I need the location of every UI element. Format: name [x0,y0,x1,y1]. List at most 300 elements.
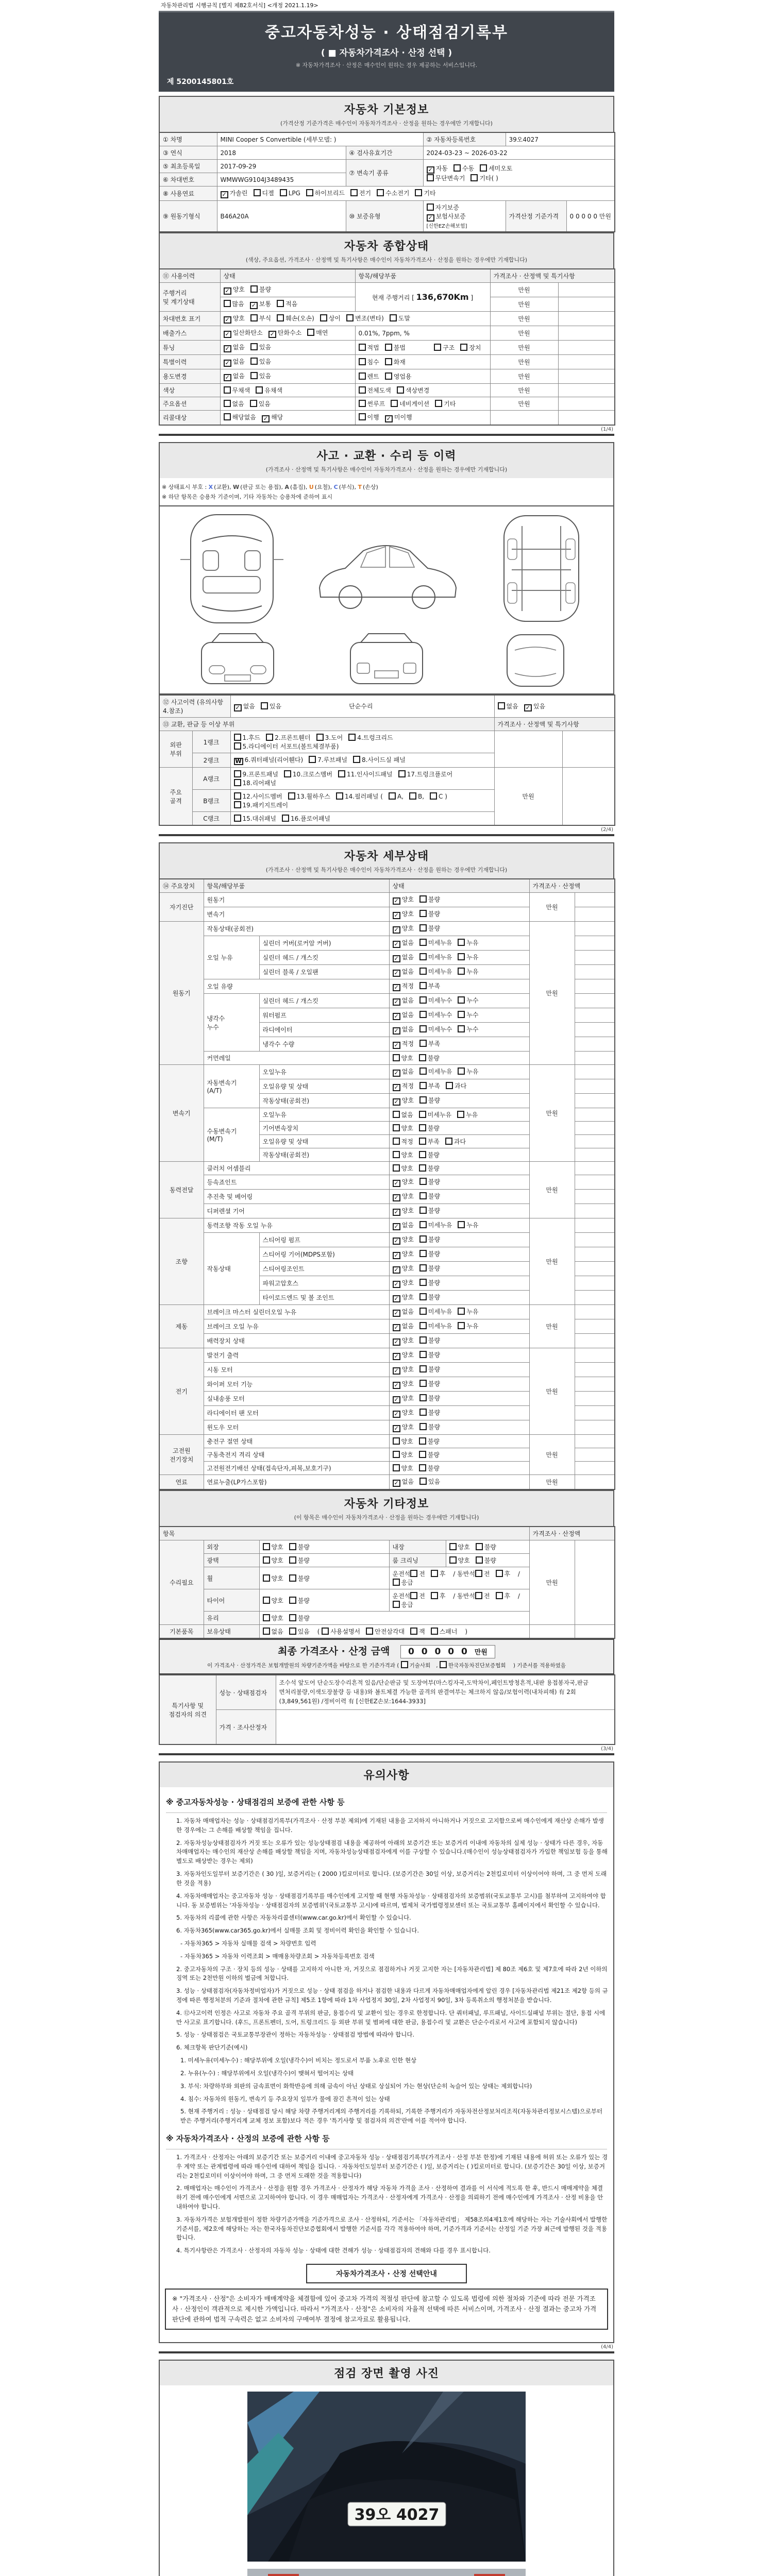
first-registration: 2017-09-29 [217,160,346,173]
checkbox-누수[interactable]: 누수 [458,996,478,1005]
checkbox-무채색[interactable]: 무채색 [224,386,250,395]
caution-section-title [159,1761,614,1787]
accident-legend [159,478,614,506]
accident-subtitle: (가격조사 · 산정액 및 특기사항은 매수인이 자동차가격조사 · 산정을 원하는 경우에만 기재합니다) [265,466,508,473]
registration-number: 39오4027 [506,132,615,146]
checkbox-있음[interactable]: ✓ 있음 [524,702,545,711]
checkbox-누유[interactable]: 누유 [458,1307,478,1316]
checkbox-미세누유[interactable]: 미세누유 [419,1321,452,1330]
checkbox-양호[interactable]: ✓ 양호 [393,1336,414,1346]
detail-row: 자기진단 원동기 ✓ 양호 불량 만원 [159,893,615,907]
checkbox-없음[interactable]: ✓ 없음 [393,967,414,977]
checkbox-양호[interactable]: ✓ 양호 [393,1350,414,1360]
detail-row: 변속기 자동변속기 (A/T) 오일누유 ✓ 없음 미세누유 누유 만원 [159,1065,615,1079]
checkbox-부족[interactable]: 부족 [419,981,440,990]
checkbox-전기[interactable]: 전기 [350,189,371,197]
checkbox-불량[interactable]: 불량 [476,1543,496,1551]
detail-row: 오일유량 및 상태 ✓ 적정 부족 과다 [159,1079,615,1094]
checkbox-누수[interactable]: 누수 [458,1010,478,1019]
checkbox-없음[interactable]: ✓ 없음 [224,343,245,352]
checkbox-색상변경[interactable]: 색상변경 [397,386,429,395]
checkbox-5.라디에이터 서포트(볼트체결부품)[interactable]: 5.라디에이터 서포트(볼트체결부품) [234,742,339,751]
engine-code: B46A20A [217,201,346,232]
checkbox-불량[interactable]: 불량 [419,1249,440,1258]
checkbox-불량[interactable]: 불량 [419,1096,440,1105]
checkbox-양호[interactable]: 양호 [393,1054,413,1062]
checkbox-응급[interactable]: 응급 [393,1600,413,1609]
checkbox-전[interactable]: 전 [475,1569,490,1578]
checkbox-양호[interactable]: ✓ 양호 [224,314,245,324]
checkbox-적정[interactable]: ✓ 적정 [393,981,414,991]
checkbox-미세누유[interactable]: 미세누유 [419,1067,452,1076]
checkbox-네비게이션[interactable]: 네비게이션 [391,399,429,408]
checkbox-양호[interactable]: ✓ 양호 [393,1206,414,1216]
inspection-photos [159,2385,614,2576]
model-year: 2018 [217,146,346,160]
detail-row: 기어변속장치 양호 불량 [159,1122,615,1135]
checkbox-16.플로어패널[interactable]: 16.플로어패널 [282,814,330,823]
checkbox-구조[interactable]: 구조 [434,343,455,352]
checkbox-불량[interactable]: 불량 [289,1614,310,1622]
detail-row: 냉각수 수량 ✓ 적정 부족 [159,1037,615,1052]
checkbox-15.대쉬패널[interactable]: 15.대쉬패널 [234,814,276,823]
checkbox-가솔린[interactable]: ✓ 가솔린 [221,189,248,198]
checkbox-세미오토[interactable]: 세미오토 [480,164,512,173]
checkbox-C )[interactable]: C ) [430,792,447,800]
checkbox-적정[interactable]: ✓ 적정 [393,1039,414,1049]
checkbox-기술사회[interactable]: 기술사회 [401,1661,431,1669]
checkbox-양호[interactable]: ✓ 양호 [224,285,245,295]
checkbox-불량[interactable]: 불량 [289,1596,310,1605]
basic-row: ⑥ 차대번호 WMWWG9104J3489435 [159,173,615,187]
checkbox-일산화탄소[interactable]: ✓ 일산화탄소 [224,328,263,338]
checkbox-불량[interactable]: 불량 [250,285,271,294]
checkbox-누유[interactable]: 누유 [458,1067,478,1076]
checkbox-있음[interactable]: 있음 [289,1627,310,1636]
checkbox-후[interactable]: 후 [431,1591,446,1600]
checkbox-없음[interactable]: ✓ 없음 [393,953,414,962]
checkbox-양호[interactable]: ✓ 양호 [393,1096,414,1106]
basic-info-section-title [159,96,614,132]
checkbox-해당없음[interactable]: 해당없음 [224,413,256,421]
checkbox-수소전기[interactable]: 수소전기 [377,189,409,197]
checkbox-양호[interactable]: ✓ 양호 [393,1394,414,1403]
checkbox-해당[interactable]: ✓ 해당 [262,413,283,422]
page-divider [159,2351,614,2353]
checkbox-A,[interactable]: A, [389,792,404,800]
checkbox-상이[interactable]: 상이 [320,314,341,323]
caution-subitems: 1. 미세누유(미세누수) : 해당부위에 오일(냉각수)이 비치는 정도로서 부품 노후로 인한 현상 2. 누유(누수) : 해당부위에서 오일(냉각수)이 맺혀서 떨어지는 상태 3. 부식: 차량하부와 외판의 금속표면이 화학반응에 의해 금속이 아닌 상태로 상실되어 가는 현상(단순히 녹슬어 있는 상태는 제외합니다) 4. 침수: 자동차의 원동기, 변속기 등 주요장치 일부가 물에 잠긴 흔적이 있는 상태 5. 현재 주행거리 : 성능 · 상태점검 당시 해당 차량 주행거리계의 주행거리를 기록하되, 기록한 주행거리가 자동차전산정보처리조직(자동차관리정보시스템)으로부터 받은 주행거리(주행거리계 교체 정보 포함)보다 적은 경우 '특기사항 및 점검자의 의견'란에 이를 적어야 합니다. [180,2057,603,2125]
fuel-type [217,187,615,201]
checkbox-누유[interactable]: 누유 [458,1221,478,1229]
checkbox-양호[interactable]: 양호 [263,1556,283,1565]
caution-subitems: - 자동차365 > 자동차 실매물 검색 > 차량번호 입력 - 자동차365 > 자동차 이력조회 > 매매용차량조회 > 자동차등록번호 검색 [180,1939,375,1960]
detail-row: 디퍼렌셜 기어 ✓ 양호 불량 [159,1204,615,1218]
checkbox-양호[interactable]: ✓ 양호 [393,895,414,905]
car-rear-view-diagram [338,630,435,691]
checkbox-양호[interactable]: 양호 [393,1464,413,1472]
checkbox-없음[interactable]: ✓ 없음 [393,1025,414,1035]
checkbox-14.필러패널 ([interactable]: 14.필러패널 ( [336,792,383,801]
detail-row: 작동상태 스티어링 펌프 ✓ 양호 불량 [159,1233,615,1247]
inspector-opinion-text: 조수석 앞도어 단순도장수리흔적 있음/단순판금 및 도장여부(마스킹자국,도막차이,페인트방청흔적,내판 용접봉자국,판금 면처리불량,이색도장불량 등 내용)와 볼트체결 가능한 골격의 판결여부는 체크하지 않음/보험이력(내차피해) 有 2회 (3,849,561원) /정비이력 有 [신한EZ손보:1644-3933] [276,1675,615,1710]
checkbox-없음[interactable]: ✓ 없음 [393,1307,414,1317]
checkbox-없음[interactable]: 없음 [263,1627,283,1636]
overall-row: 용도변경 ✓ 없음 있음 렌트 영업용 만원 [159,369,615,384]
caution-item: 2. 중고자동차의 구조 · 장치 등의 성능 · 상태를 고지하지 아니한 자, 거짓으로 점검하거나 거짓 고지한 자는 [자동차관리법] 제 80조 제6호 및 제7호에 따라 2년 이하의 징역 또는 2천만원 이하의 벌금에 처합니다. [176,1965,608,1982]
checkbox-전[interactable]: 전 [410,1569,425,1578]
checkbox-불량[interactable]: 불량 [419,1278,440,1287]
checkbox-양호[interactable]: 양호 [263,1543,283,1551]
checkbox-없음[interactable]: 없음 [498,702,518,710]
checkbox-탄화수소[interactable]: ✓ 탄화수소 [268,328,302,338]
checkbox-매연[interactable]: 매연 [307,328,328,337]
checkbox-부족[interactable]: 부족 [419,1039,440,1048]
checkbox-미세누유[interactable]: 미세누유 [419,1110,451,1119]
checkbox-보험사보증[interactable]: ✓ 보험사보증 [427,212,466,222]
misc-row: 휠 양호 불량 운전석 전 후 / 동반석 전 후 / 응급 [159,1567,615,1589]
caution-list-2 [167,2153,608,2256]
checkbox-적정[interactable]: 적정 [393,1137,413,1146]
checkbox-후[interactable]: 후 [431,1569,446,1578]
checkbox-적음[interactable]: 적음 [277,299,297,308]
detail-row: 변속기 ✓ 양호 불량 [159,907,615,922]
checkbox-전체도색[interactable]: 전체도색 [359,386,391,395]
overall-state-table [159,268,615,426]
checkbox-있음[interactable]: 있음 [250,399,271,408]
checkbox-무단변속기[interactable]: 무단변속기 [427,174,465,182]
checkbox-응급[interactable]: 응급 [393,1578,413,1587]
checkbox-누유[interactable]: 누유 [457,1110,478,1119]
checkbox-없음[interactable]: ✓ 없음 [224,357,245,367]
checkbox-과다[interactable]: 과다 [445,1137,466,1146]
checkbox-불량[interactable]: 불량 [419,1394,440,1402]
checkbox-기타( )[interactable]: 기타( ) [470,174,498,182]
misc-row: 수리필요 외장 양호 불량 내장 양호 불량 만원 [159,1540,615,1554]
checkbox-미세누수[interactable]: 미세누수 [419,1010,452,1019]
rank-row: 외판 부위 1랭크 1.후드 2.프론트휀더 3.도어 4.트렁크리드 5.라디에이터 서포트(볼트체결부품) [159,731,615,753]
checkbox-양호[interactable]: ✓ 양호 [393,1422,414,1432]
checkbox-불량[interactable]: 불량 [419,909,440,918]
rank-row: 2랭크 W 6.쿼터패널(리어휀다) 7.루브패널 8.사이드실 패널 [159,753,615,768]
checkbox-과다[interactable]: 과다 [446,1081,466,1090]
overall-row: 특별이력 ✓ 없음 있음 침수 화재 만원 [159,355,615,369]
checkbox-양호[interactable]: 양호 [449,1543,470,1551]
detail-row: 워터펌프 ✓ 없음 미세누수 누수 [159,1008,615,1023]
checkbox-없음[interactable]: ✓ 없음 [393,938,414,948]
checkbox-불량[interactable]: 불량 [419,1422,440,1431]
checkbox-불법[interactable]: 불법 [385,343,406,352]
checkbox-불량[interactable]: 불량 [419,1235,440,1244]
page-marker-1: (1/4) [601,427,613,432]
caution-heading-2: ※ 자동차가격조사 · 산정의 보증에 관한 사항 등 [166,2133,607,2149]
checkbox-양호[interactable]: ✓ 양호 [393,1379,414,1389]
final-price-bar [159,1639,614,1674]
checkbox-수동[interactable]: 수동 [453,164,474,173]
checkbox-양호[interactable]: ✓ 양호 [393,1365,414,1375]
checkbox-10.크로스멤버[interactable]: 10.크로스멤버 [284,770,332,778]
car-underbody-diagram [481,511,602,626]
basic-info-subtitle: (가격산정 기준가격은 매수인이 자동차가격조사 · 산정을 원하는 경우에만 기재합니다) [280,120,493,127]
vin: WMWWG9104J3489435 [217,173,346,187]
checkbox-불량[interactable]: 불량 [419,1437,440,1446]
checkbox-없음[interactable]: ✓ 없음 [393,1067,414,1077]
checkbox-1.후드[interactable]: 1.후드 [234,733,261,742]
checkbox-불량[interactable]: 불량 [419,1336,440,1345]
caution-item: 1. 자동차 매매업자는 성능 · 상태점검기록부(가격조사 · 산정 부분 제외)에 기재된 내용을 고지하지 아니하거나 거짓으로 고지함으로써 매수인에게 재산상 손해가 발생한 경우에는 그 손해를 배상할 책임을 집니다. [176,1817,604,1834]
misc-title: 자동차 기타정보 [344,1498,429,1511]
checkbox-불량[interactable]: 불량 [419,1124,440,1132]
checkbox-이행[interactable]: 이행 [359,413,379,421]
checkbox-부족[interactable]: 부족 [419,1081,440,1090]
checkbox-적법[interactable]: 적법 [359,343,379,352]
checkbox-많음[interactable]: 많음 [224,299,244,308]
checkbox-유채색[interactable]: 유채색 [256,386,282,395]
caution-item: 6. 체크항목 판단기준(예시) 1. 미세누유(미세누수) : 해당부위에 오일(냉각수)이 비치는 정도로서 부품 노후로 인한 현상 2. 누유(누수) : 해당부위에서 오일(냉각수)이 맺혀서 떨어지는 상태 3. 부식: 차량하부와 외판의 금속표면이 화학반응에 의해 금속이 아닌 상태로 상실되어 가는 현상(단순히 녹슬어 있는 상태는 제외합니다) 4. 침수: 자동차의 원동기, 변속기 등 주요장치 일부가 물에 잠긴 흔적이 있는 상태 5. 현재 주행거리 : 성능 · 상태점검 당시 해당 차량 주행거리계의 주행거리를 기록하되, 기록한 주행거리가 자동차전산정보처리조직(자동차관리정보시스템)으로부터 받은 주행거리(주행거리계 교체 정보 포함)보다 적은 경우 '특기사항 및 점검자의 의견'란에 이를 적어야 합니다. [176,2043,608,2126]
checkbox-침수[interactable]: 침수 [359,358,379,366]
caution-item: 6. 자동차365(www.car365.go.kr)에서 실매물 조회 및 정비이력 확인을 확인할 수 있습니다. - 자동차365 > 자동차 실매물 검색 > 차량번호 입력 - 자동차365 > 자동차 이력조회 > 매매용차량조회 > 자동차등록번호 검색 [176,1926,608,1961]
checkbox-디젤[interactable]: 디젤 [254,189,274,197]
checkbox-불량[interactable]: 불량 [419,895,440,904]
checkbox-양호[interactable]: ✓ 양호 [393,1408,414,1418]
checkbox-하이브리드[interactable]: 하이브리드 [306,189,345,197]
inspection-validity: 2024-03-23 ~ 2026-03-22 [423,146,615,160]
caution-item: 2. 자동차성능상태점검자가 거짓 또는 오류가 있는 성능상태점검 내용을 제공하여 아래의 보증기간 또는 보증거리 이내에 자동차의 실제 성능 · 상태가 다른 경우, 자동차매매업자는 매수인의 재산상 손해를 배상할 책임을 지며, 자동차성능상태점검자에게 이를 구상할 수 있습니다.(매수인이 성능상태점검자가 가입한 책임보험 등을 통해 별도로 배상받는 경우는 제외) [176,1839,608,1865]
checkbox-양호[interactable]: ✓ 양호 [393,1293,414,1302]
checkbox-양호[interactable]: ✓ 양호 [393,1192,414,1201]
checkbox-불량[interactable]: 불량 [419,924,440,933]
checkbox-부족[interactable]: 부족 [419,1137,440,1146]
checkbox-보통[interactable]: ✓ 보통 [250,299,271,309]
checkbox-불량[interactable]: 불량 [476,1556,496,1565]
report-subtitle: ( ■ 자동차가격조사 · 산정 선택 ) [321,48,452,58]
checkbox-없음[interactable]: ✓ 없음 [393,996,414,1006]
checkbox-없음[interactable]: 없음 [393,1110,413,1119]
checkbox-불량[interactable]: 불량 [419,1192,440,1200]
checkbox-불량[interactable]: 불량 [419,1293,440,1301]
checkbox-썬루프[interactable]: 썬루프 [359,399,385,408]
page-divider [159,1753,614,1755]
checkbox-8.사이드실 패널[interactable]: 8.사이드실 패널 [353,755,406,764]
checkbox-누유[interactable]: 누유 [458,1321,478,1330]
checkbox-기타[interactable]: 기타 [415,189,435,197]
detail-row: 추진축 및 베어링 ✓ 양호 불량 [159,1190,615,1204]
checkbox-불량[interactable]: 불량 [419,1164,440,1173]
checkbox-6.쿼터패널(리어휀다)[interactable]: W 6.쿼터패널(리어휀다) [234,755,304,765]
checkbox-불량[interactable]: 불량 [419,1264,440,1273]
checkbox-양호[interactable]: 양호 [263,1614,283,1622]
checkbox-불량[interactable]: 불량 [419,1450,440,1459]
page-divider [159,834,614,836]
checkbox-도말[interactable]: 도말 [390,314,410,323]
detail-row: 전기 발전기 출력 ✓ 양호 불량 만원 [159,1348,615,1363]
checkbox-적정[interactable]: ✓ 적정 [393,1081,414,1091]
car-top-view-diagram [171,511,292,626]
checkbox-미이행[interactable]: ✓ 미이행 [385,413,412,422]
checkbox-B,[interactable]: B, [409,792,424,800]
opinion-row: 특기사항 및 점검자의 의견 성능 · 상태점검자 조수석 앞도어 단순도장수리흔적 있음/단순판금 및 도장여부(마스킹자국,도막차이,페인트방청흔적,내판 용접봉자국,판금 면처리불량,이색도장불량 등 내용)와 볼트체결 가능한 골격의 판결여부는 체크하지 않음/보험이력(내차피해) 有 2회 (3,849,561원) /정비이력 有 [신한EZ손보:1644-3933] [159,1675,615,1710]
price-survey-select-box: 자동차가격조사 · 산정 선택안내 [306,2264,467,2283]
overall-row: 차대번호 표기 ✓ 양호 부식 훼손(오손) 상이 변조(변타) 도말 만원 [159,312,615,326]
checkbox-양호[interactable]: ✓ 양호 [393,1264,414,1274]
checkbox-전[interactable]: 전 [475,1591,490,1600]
checkbox-7.루브패널[interactable]: 7.루브패널 [309,755,347,764]
checkbox-양호[interactable]: 양호 [393,1150,413,1159]
checkbox-양호[interactable]: ✓ 양호 [393,924,414,934]
detail-row: 조향 동력조향 작동 오일 누유 ✓ 없음 미세누유 누유 만원 [159,1218,615,1233]
checkbox-불량[interactable]: 불량 [419,1206,440,1215]
checkbox-2.프론트휀더[interactable]: 2.프론트휀더 [266,733,310,742]
overall-row: 튜닝 ✓ 없음 있음 적법 불법 구조 장치 만원 [159,341,615,355]
detail-row: 작동상태(공회전) 양호 불량 [159,1148,615,1162]
checkbox-있음[interactable]: 있음 [250,343,271,351]
detail-row: 시동 모터 ✓ 양호 불량 [159,1363,615,1377]
car-side-view-diagram [309,511,464,626]
detail-row: 동력전달 클러치 어셈블리 양호 불량 만원 [159,1162,615,1175]
detail-row: 타이로드엔드 및 볼 조인트 ✓ 양호 불량 [159,1291,615,1305]
checkbox-누유[interactable]: 누유 [458,967,478,976]
checkbox-12.사이드멤버[interactable]: 12.사이드멤버 [234,792,282,801]
checkbox-부식[interactable]: 부식 [250,314,271,323]
current-mileage: 현재 주행거리 [ 136,670Km ] [355,283,490,312]
checkbox-양호[interactable]: 양호 [393,1164,413,1173]
checkbox-없음[interactable]: ✓ 없음 [393,1477,414,1487]
appraiser-opinion-text [276,1710,615,1745]
checkbox-불량[interactable]: 불량 [289,1574,310,1583]
checkbox-18.리어패널[interactable]: 18.리어패널 [234,778,276,787]
rank-row: 주요 골격 A랭크 9.프론트패널 10.크로스멤버 11.인사이드패널 17.트렁크플로어 18.리어패널 만원 [159,768,615,790]
checkbox-변조(변타)[interactable]: 변조(변타) [346,314,384,323]
checkbox-양호[interactable]: 양호 [449,1556,470,1565]
overall-row: 색상 무채색 유채색 전체도색 색상변경 만원 [159,384,615,397]
checkbox-불량[interactable]: 불량 [419,1350,440,1359]
checkbox-불량[interactable]: 불량 [419,1150,440,1159]
checkbox-양호[interactable]: ✓ 양호 [393,1177,414,1187]
checkbox-없음[interactable]: ✓ 없음 [234,702,255,711]
checkbox-영업용[interactable]: 영업용 [385,372,412,381]
photo-car-on-lift [247,2569,526,2576]
checkbox-없음[interactable]: ✓ 없음 [393,1321,414,1331]
final-price-note: 이 가격조사 · 산정가격은 보험개발원의 차량기준가액을 바탕으로 한 기준가격과 ( 기술사회 , 한국자동차진단보증협회 ) 기준서를 적용하였음 [165,1661,608,1669]
checkbox-3.도어[interactable]: 3.도어 [316,733,343,742]
checkbox-4.트렁크리드[interactable]: 4.트렁크리드 [348,733,393,742]
checkbox-기타[interactable]: 기타 [435,399,456,408]
checkbox-11.인사이드패널[interactable]: 11.인사이드패널 [338,770,393,778]
photo-engine-bay [247,2392,526,2562]
page-marker-3: (3/4) [601,1746,613,1752]
caution-list-1 [167,1817,608,2126]
checkbox-스패너[interactable]: 스패너 [431,1627,458,1636]
checkbox-전[interactable]: 전 [410,1591,425,1600]
checkbox-있음[interactable]: 있음 [250,371,271,380]
checkbox-미세누유[interactable]: 미세누유 [419,938,452,947]
checkbox-양호[interactable]: ✓ 양호 [393,1278,414,1288]
checkbox-미세누유[interactable]: 미세누유 [419,953,452,961]
checkbox-훼손(오손)[interactable]: 훼손(오손) [277,314,314,323]
misc-row: 타이어 양호 불량 운전석 전 후 / 동반석 전 후 / 응급 [159,1589,615,1612]
checkbox-자동[interactable]: ✓ 자동 [427,164,448,174]
checkbox-있음[interactable]: 있음 [261,702,281,710]
checkbox-장치[interactable]: 장치 [460,343,481,352]
checkbox-후[interactable]: 후 [496,1591,511,1600]
checkbox-양호[interactable]: 양호 [263,1596,283,1605]
checkbox-불량[interactable]: 불량 [419,1408,440,1417]
checkbox-불량[interactable]: 불량 [419,1379,440,1388]
checkbox-미세누유[interactable]: 미세누유 [419,1307,452,1316]
checkbox-미세누유[interactable]: 미세누유 [419,967,452,976]
checkbox-미세누유[interactable]: 미세누유 [419,1221,452,1229]
checkbox-있음[interactable]: 있음 [419,1477,440,1486]
checkbox-양호[interactable]: ✓ 양호 [393,1249,414,1259]
checkbox-양호[interactable]: 양호 [263,1574,283,1583]
checkbox-양호[interactable]: 양호 [393,1437,413,1446]
detail-row: 연료 연료누출(LP가스포함) ✓ 없음 있음 만원 [159,1475,615,1490]
page-marker-2: (2/4) [601,827,613,833]
checkbox-13.휠하우스[interactable]: 13.휠하우스 [288,792,330,801]
detail-row: 윈도우 모터 ✓ 양호 불량 [159,1420,615,1435]
checkbox-불량[interactable]: 불량 [419,1365,440,1374]
report-note: ※ 자동차가격조사 · 산정은 매수인이 원하는 경우 제공하는 서비스입니다. [295,62,478,69]
checkbox-누유[interactable]: 누유 [458,953,478,961]
checkbox-없음[interactable]: ✓ 없음 [224,371,245,381]
checkbox-없음[interactable]: 없음 [224,399,244,408]
checkbox-없음[interactable]: ✓ 없음 [393,1221,414,1230]
legend-symbol-C: C [333,484,338,490]
checkbox-양호[interactable]: 양호 [393,1450,413,1459]
caution-body [159,1787,614,2343]
checkbox-없음[interactable]: ✓ 없음 [393,1010,414,1020]
page-divider [159,434,614,436]
report-title: 중고자동차성능 · 상태점검기록부 [264,24,508,42]
checkbox-누수[interactable]: 누수 [458,1025,478,1033]
checkbox-불량[interactable]: 불량 [289,1543,310,1551]
checkbox-17.트렁크플로어[interactable]: 17.트렁크플로어 [398,770,453,778]
checkbox-불량[interactable]: 불량 [289,1556,310,1565]
checkbox-LPG[interactable]: LPG [280,189,300,197]
checkbox-자기보증[interactable]: 자기보증 [427,203,459,212]
checkbox-한국자동차진단보증협회[interactable]: 한국자동차진단보증협회 [440,1661,506,1669]
checkbox-양호[interactable]: ✓ 양호 [393,1235,414,1245]
checkbox-미세누수[interactable]: 미세누수 [419,996,452,1005]
legend-symbol-U: U [309,484,314,490]
caution-item: 5. 자동차의 리콜에 관한 사항은 자동차리콜센터(www.car.go.kr)에서 확인할 수 있습니다. [176,1914,411,1922]
checkbox-미세누수[interactable]: 미세누수 [419,1025,452,1033]
checkbox-19.패키지트레이[interactable]: 19.패키지트레이 [234,801,289,809]
checkbox-양호[interactable]: ✓ 양호 [393,909,414,919]
checkbox-불량[interactable]: 불량 [419,1464,440,1472]
detail-row: 등속죠인트 ✓ 양호 불량 [159,1175,615,1190]
checkbox-안전삼각대[interactable]: 안전삼각대 [366,1627,405,1636]
detail-row: 스티어링 기어(MDPS포함) ✓ 양호 불량 [159,1247,615,1262]
checkbox-후[interactable]: 후 [496,1569,511,1578]
checkbox-양호[interactable]: 양호 [393,1124,413,1132]
vehicle-diagrams [159,506,614,694]
misc-row: 기본품목 보유상태 없음 있음 ( 사용설명서 안전삼각대 잭 스패너 ) [159,1625,615,1639]
checkbox-잭[interactable]: 잭 [410,1627,425,1636]
checkbox-사용설명서[interactable]: 사용설명서 [322,1627,360,1636]
detail-row: 수동변속기 (M/T) 오일누유 없음 미세누유 누유 [159,1108,615,1122]
checkbox-9.프론트패널[interactable]: 9.프론트패널 [234,770,278,778]
checkbox-화재[interactable]: 화재 [385,358,406,366]
checkbox-불량[interactable]: 불량 [419,1054,440,1062]
accident-title: 사고 · 교환 · 수리 등 이력 [316,450,457,463]
checkbox-불량[interactable]: 불량 [419,1177,440,1186]
detail-row: 오일유량 및 상태 적정 부족 과다 [159,1135,615,1148]
checkbox-있음[interactable]: 있음 [250,357,271,366]
checkbox-누유[interactable]: 누유 [458,938,478,947]
checkbox-렌트[interactable]: 렌트 [359,372,379,381]
detail-row: 실린더 헤드 / 개스킷 ✓ 없음 미세누유 누유 [159,951,615,965]
